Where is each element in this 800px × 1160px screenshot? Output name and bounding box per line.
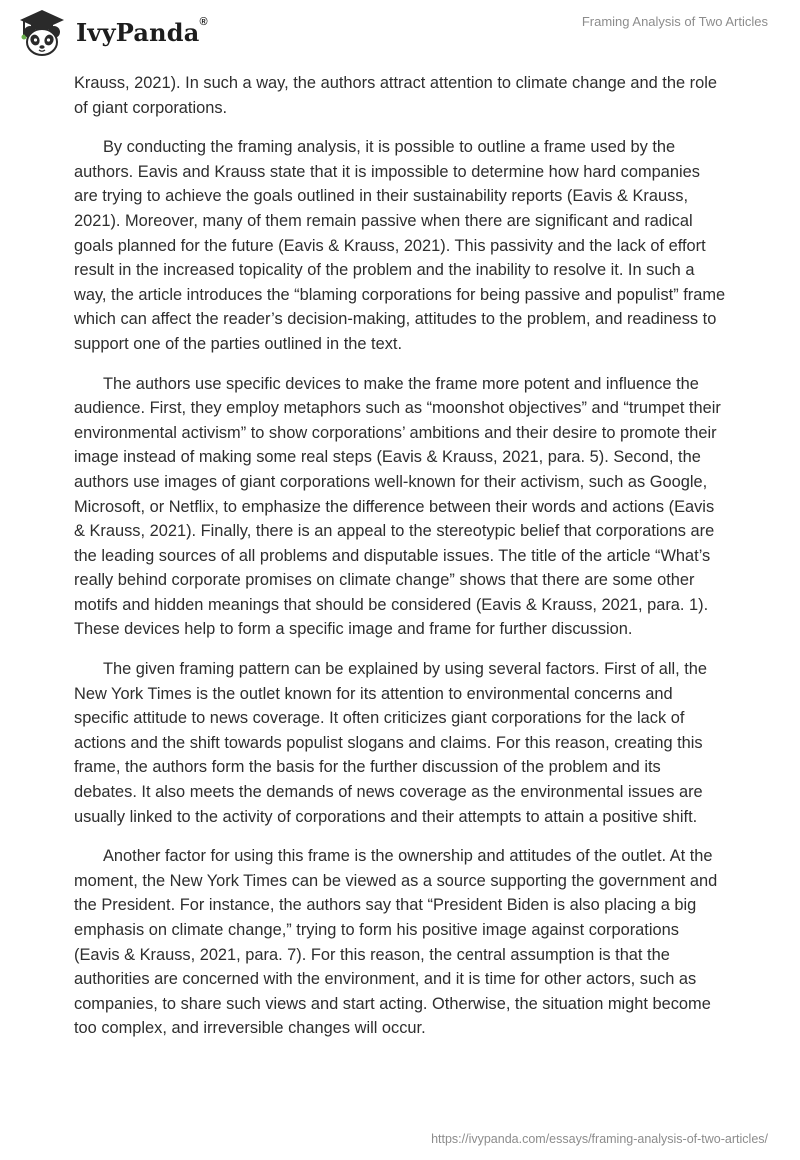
- brand-name: IvyPanda®: [76, 15, 208, 47]
- page-header: [0, 0, 800, 70]
- paragraph: The given framing pattern can be explained by using several factors. First of all, the New York Times is the outlet known for its attention to environmental concerns and specific attitude to news coverage. It often criticizes giant corporations for the lack of actions and the shift towards populist slogans and claims. For this reason, creating this frame, the authors form the basis for the further discussion of the problem and its debates. It also meets the demands of news coverage as the environmental issues are usually linked to the activity of corporations and their attempts to attain a positive shift.: [74, 660, 708, 826]
- paragraph: Krauss, 2021). In such a way, the authors attract attention to climate change and the role of giant corporations.: [74, 74, 717, 117]
- source-url[interactable]: https://ivypanda.com/essays/framing-analysis-of-two-articles/: [431, 1132, 768, 1146]
- essay-body: [74, 71, 726, 1056]
- paragraph: The authors use specific devices to make the frame more potent and influence the audience. First, they employ metaphors such as “moonshot objectives” and “trumpet their environmental activism” to show corporations’ ambitions and their desire to promote their image instead of making some real steps (Eavis & Krauss, 2021, para. 5). Second, the authors use images of giant corporations well-known for their activism, such as Google, Microsoft, or Netflix, to emphasize the difference between their words and actions (Eavis & Krauss, 2021). Finally, there is an appeal to the stereotypic belief that corporations are the leading sources of all problems and disputable issues. The title of the article “What’s really behind corporate promises on climate change” shows that there are some other motifs and hidden meanings that should be considered (Eavis & Krauss, 2021, para. 1). These devices help to form a specific image and frame for further discussion.: [74, 374, 721, 639]
- paragraph: Another factor for using this frame is the ownership and attitudes of the outlet. At the moment, the New York Times can be viewed as a source supporting the government and the President. For instance, the authors say that “President Biden is also placing a big emphasis on climate change,” trying to form his positive image against corporations (Eavis & Krauss, 2021, para. 7). For this reason, the central assumption is that the authorities are concerned with the environment, and it is time for other actors, such as companies, to share such views and start acting. Otherwise, the situation might become too complex, and irreversible changes will occur.: [74, 847, 718, 1038]
- document-title: Framing Analysis of Two Articles: [581, 14, 768, 29]
- paragraph: By conducting the framing analysis, it is possible to outline a frame used by the authors. Eavis and Krauss state that it is impossible to determine how hard companies are trying to achieve the goals outlined in their sustainability reports (Eavis & Krauss, 2021). Moreover, many of them remain passive when there are significant and radical goals planned for the future (Eavis & Krauss, 2021). This passivity and the lack of effort result in the increased topicality of the problem and the inability to resolve it. In such a way, the article introduces the “blaming corporations for being passive and populist” frame which can affect the reader’s decision-making, attitudes to the problem, and readiness to support one of the parties outlined in the text.: [74, 138, 726, 353]
- panda-graduation-cap-icon: [14, 6, 70, 58]
- brand-logo[interactable]: [14, 6, 208, 58]
